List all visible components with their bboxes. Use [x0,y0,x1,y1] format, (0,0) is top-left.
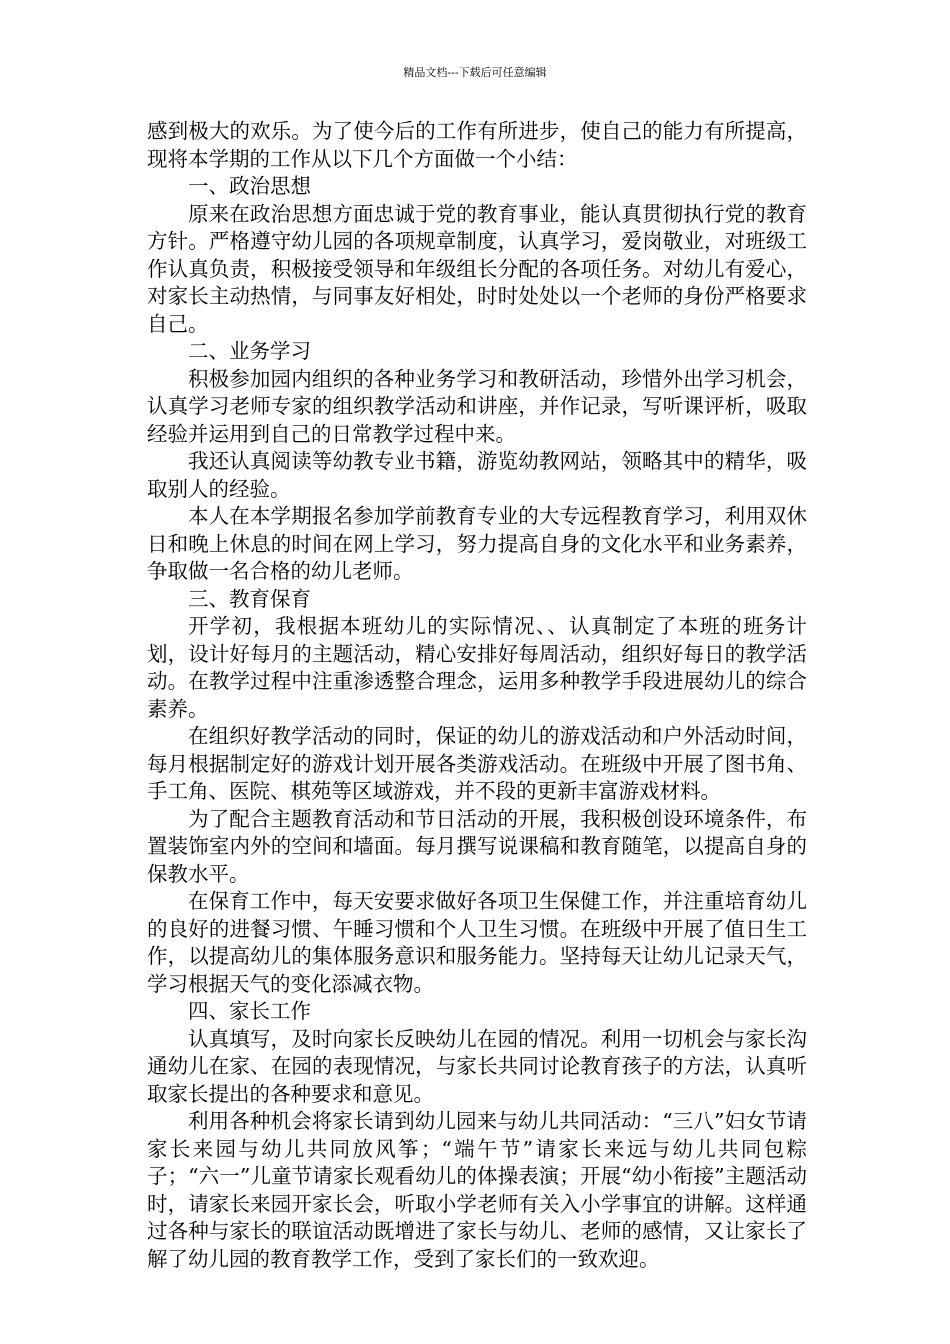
study-paragraph-3: 本人在本学期报名参加学前教育专业的大专远程教育学习，利用双休日和晚上休息的时间在网上学习，努力提高自身的文化水平和业务素养，争取做一名合格的幼儿老师。 [147,504,807,583]
section-heading-parents: 四、家长工作 [188,999,311,1023]
document-body [147,118,807,1273]
education-paragraph-1: 开学初，我根据本班幼儿的实际情况、、认真制定了本班的班务计划，设计好每月的主题活动，精心安排好每周活动，组织好每日的教学活动。在教学过程中注重渗透整合理念，运用多种教学手段进展幼儿的综合素养。 [147,614,807,721]
parents-paragraph-2: 利用各种机会将家长请到幼儿园来与幼儿共同活动：“三八”妇女节请家长来园与幼儿共同放风筝；“端午节”请家长来远与幼儿共同包粽子；“六一”儿童节请家长观看幼儿的体操表演；开展“幼小衔接”主题活动时，请家长来园开家长会，听取小学老师有关入小学事宜的讲解。这样通过各种与家长的联谊活动既增进了家长与幼儿、老师的感情，又让家长了解了幼儿园的教育教学工作，受到了家长们的一致欢迎。 [147,1109,807,1271]
parents-paragraph-1: 认真填写，及时向家长反映幼儿在园的情况。利用一切机会与家长沟通幼儿在家、在园的表现情况，与家长共同讨论教育孩子的方法，认真听取家长提出的各种要求和意见。 [147,1026,807,1106]
section-heading-politics: 一、政治思想 [188,174,311,198]
study-paragraph-2: 我还认真阅读等幼教专业书籍，游览幼教网站，领略其中的精华，吸取别人的经验。 [147,449,807,501]
section-heading-education: 三、教育保育 [188,586,311,611]
education-paragraph-2: 在组织好教学活动的同时，保证的幼儿的游戏活动和户外活动时间，每月根据制定好的游戏计划开展各类游戏活动。在班级中开展了图书角、手工角、医院、棋苑等区域游戏，并不段的更新丰富游戏材料。 [147,724,807,803]
intro-paragraph: 感到极大的欢乐。为了使今后的工作有所进步，使自己的能力有所提高，现将本学期的工作从以下几个方面做一个小结： [147,119,807,171]
education-paragraph-3: 为了配合主题教育活动和节日活动的开展，我积极创设环境条件，布置装饰室内外的空间和墙面。每月撰写说课稿和教育随笔，以提高自身的保教水平。 [147,806,807,886]
page-header: 精品文档---下载后可任意编辑 [403,66,547,79]
section-heading-study: 二、业务学习 [188,339,311,363]
study-paragraph-1: 积极参加园内组织的各种业务学习和教研活动，珍惜外出学习机会，认真学习老师专家的组织教学活动和讲座，并作记录，写听课评析，吸取经验并运用到自己的日常教学过程中来。 [147,366,807,446]
politics-paragraph: 原来在政治思想方面忠诚于党的教育事业，能认真贯彻执行党的教育方针。严格遵守幼儿园的各项规章制度，认真学习，爱岗敬业，对班级工作认真负责，积极接受领导和年级组长分配的各项任务。对幼儿有爱心，对家长主动热情，与同事友好相处，时时处处以一个老师的身份严格要求自己。 [147,201,807,336]
education-paragraph-4: 在保育工作中，每天安要求做好各项卫生保健工作，并注重培育幼儿的良好的进餐习惯、午睡习惯和个人卫生习惯。在班级中开展了值日生工作，以提高幼儿的集体服务意识和服务能力。坚持每天让幼儿记录天气，学习根据天气的变化添减衣物。 [147,889,807,996]
